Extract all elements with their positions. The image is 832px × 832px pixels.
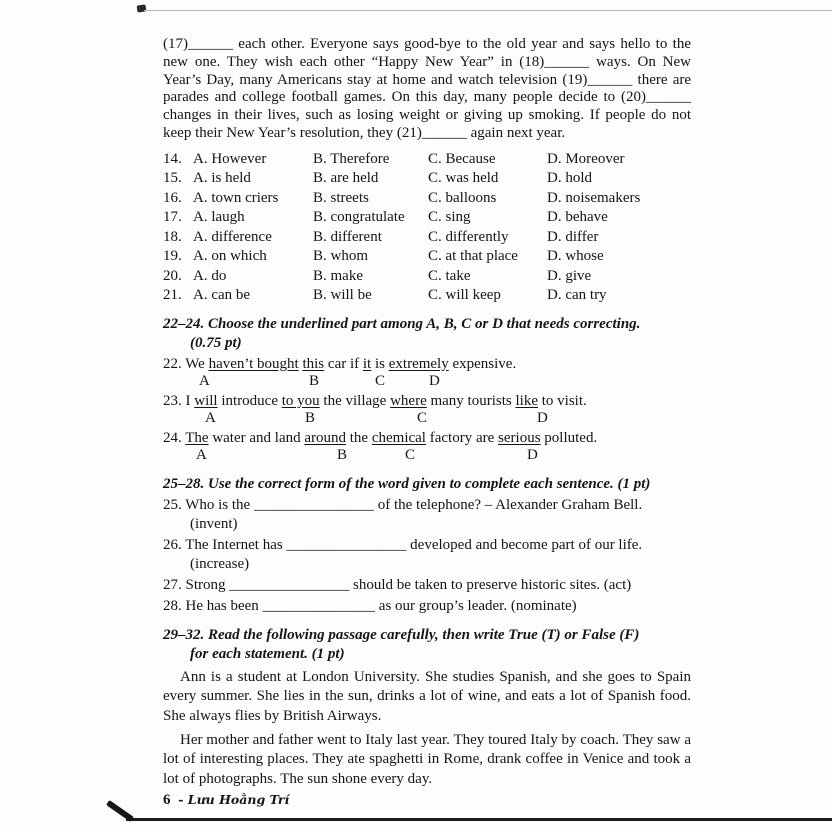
option-d: D. differ: [547, 228, 599, 245]
letter-label-a: A: [205, 409, 216, 426]
item-sentence: 27. Strong ________________ should be taken to preserve historic sites. (act): [163, 576, 632, 593]
option-d: D. hold: [547, 170, 592, 187]
option-a: A. town criers: [193, 189, 279, 206]
letter-label-b: B: [309, 372, 320, 389]
option-c: C. at that place: [428, 248, 518, 265]
author-name: - Lưu Hoằng Trí: [178, 792, 290, 807]
letter-label-c: C: [417, 409, 428, 426]
word-form-item-26: [163, 536, 691, 574]
section-heading-22-24: [163, 315, 691, 353]
heading-line-1: 29–32. Read the following passage carefully, then write True (T) or False (F): [163, 626, 640, 643]
letter-label-d: D: [537, 409, 548, 426]
sentence-with-underlines: 22. We haven’t bought this car if it is extremely expensive.: [163, 355, 517, 372]
mcq-row-14: [163, 151, 691, 171]
correction-item-23: [163, 392, 691, 427]
letter-label-b: B: [305, 409, 316, 426]
scan-artifact-corner-mark: [106, 800, 134, 822]
question-number: 17.: [163, 209, 182, 226]
item-sentence: 25. Who is the ________________ of the telephone? – Alexander Graham Bell.: [163, 496, 643, 513]
mcq-row-16: [163, 190, 691, 210]
cloze-passage-paragraph: (17)______ each other. Everyone says good-bye to the old year and says hello to the new one. They wish each other “Happy New Year” in (18)______ ways. On New Year’s Day, many Americans stay at home and watch television (19)______ there are parades and college football games. On this day, many people decide to (20)______ changes in their lives, such as losing weight or giving up smoking. If people do not keep their New Year’s resolution, they (21)______ again next year.: [163, 36, 691, 141]
item-sentence: 28. He has been _______________ as our group’s leader. (nominate): [163, 597, 577, 614]
mcq-row-20: [163, 268, 691, 288]
scan-artifact-blob: [137, 4, 147, 12]
heading-line-1: 22–24. Choose the underlined part among A, B, C or D that needs correcting.: [163, 315, 641, 332]
heading-line-2: for each statement. (1 pt): [190, 645, 345, 662]
option-a: A. do: [193, 267, 227, 284]
letter-label-c: C: [375, 372, 386, 389]
option-a: A. can be: [193, 287, 251, 304]
page-footer: [163, 792, 289, 809]
letter-label-d: D: [527, 446, 538, 463]
question-number: 14.: [163, 150, 182, 167]
sentence-with-underlines: 23. I will introduce to you the village where many tourists like to visit.: [163, 392, 587, 409]
correction-item-22: [163, 355, 691, 390]
scan-artifact-bottom-line: [126, 818, 832, 821]
option-b: B. whom: [313, 248, 369, 265]
option-b: B. will be: [313, 287, 372, 304]
mcq-row-15: [163, 170, 691, 190]
section-heading-25-28: [163, 475, 691, 494]
option-b: B. different: [313, 228, 382, 245]
option-a: A. on which: [193, 248, 267, 265]
option-b: B. make: [313, 267, 363, 284]
option-b: B. Therefore: [313, 150, 390, 167]
page-content: [163, 36, 691, 789]
answer-letter-row: [163, 373, 691, 390]
scan-artifact-top-line: [144, 10, 832, 11]
option-d: D. Moreover: [547, 150, 625, 167]
option-d: D. can try: [547, 287, 607, 304]
question-number: 19.: [163, 248, 182, 265]
sentence-with-underlines: 24. The water and land around the chemical factory are serious polluted.: [163, 429, 598, 446]
question-number: 21.: [163, 287, 182, 304]
option-d: D. give: [547, 267, 592, 284]
letter-label-c: C: [405, 446, 416, 463]
page-number: 6: [163, 792, 171, 808]
letter-label-b: B: [337, 446, 348, 463]
question-number: 16.: [163, 189, 182, 206]
option-c: C. take: [428, 267, 471, 284]
letter-label-a: A: [199, 372, 210, 389]
option-c: C. will keep: [428, 287, 501, 304]
mcq-row-21: [163, 287, 691, 307]
section-heading-29-32: [163, 626, 691, 664]
question-number: 18.: [163, 228, 182, 245]
answer-letter-row: [163, 410, 691, 427]
word-form-item-28: [163, 597, 691, 616]
word-form-item-25: [163, 496, 691, 534]
option-b: B. congratulate: [313, 209, 405, 226]
option-c: C. balloons: [428, 189, 497, 206]
option-c: C. differently: [428, 228, 509, 245]
option-a: A. laugh: [193, 209, 245, 226]
option-a: A. However: [193, 150, 267, 167]
option-c: C. sing: [428, 209, 471, 226]
reading-passage-paragraph-1: Ann is a student at London University. She studies Spanish, and she goes to Spain every summer. She lies in the sun, drinks a lot of wine, and eats a lot of Spanish food. She always flies by British Airways.: [163, 668, 691, 724]
reading-passage-paragraph-2: Her mother and father went to Italy last year. They toured Italy by coach. They saw a lot of interesting places. They ate spaghetti in Rome, drank coffee in Venice and took a lot of photographs. The sun shone every day.: [163, 731, 691, 787]
item-sentence: 26. The Internet has ________________ developed and become part of our life.: [163, 536, 643, 553]
mcq-row-18: [163, 229, 691, 249]
option-d: D. noisemakers: [547, 189, 641, 206]
option-a: A. is held: [193, 170, 251, 187]
option-d: D. behave: [547, 209, 608, 226]
item-word-hint: (invent): [190, 515, 238, 532]
option-c: C. Because: [428, 150, 496, 167]
answer-letter-row: [163, 447, 691, 465]
option-a: A. difference: [193, 228, 272, 245]
letter-label-a: A: [196, 446, 207, 463]
question-number: 20.: [163, 267, 182, 284]
correction-item-24: [163, 429, 691, 465]
option-b: B. are held: [313, 170, 379, 187]
mcq-row-17: [163, 209, 691, 229]
question-number: 15.: [163, 170, 182, 187]
option-b: B. streets: [313, 189, 369, 206]
mcq-answer-table: [163, 151, 691, 307]
option-c: C. was held: [428, 170, 499, 187]
option-d: D. whose: [547, 248, 604, 265]
item-word-hint: (increase): [190, 555, 250, 572]
mcq-row-19: [163, 248, 691, 268]
heading-line-2: (0.75 pt): [190, 334, 242, 351]
word-form-item-27: [163, 576, 691, 595]
heading-line-1: 25–28. Use the correct form of the word given to complete each sentence. (1 pt): [163, 475, 651, 492]
letter-label-d: D: [429, 372, 440, 389]
